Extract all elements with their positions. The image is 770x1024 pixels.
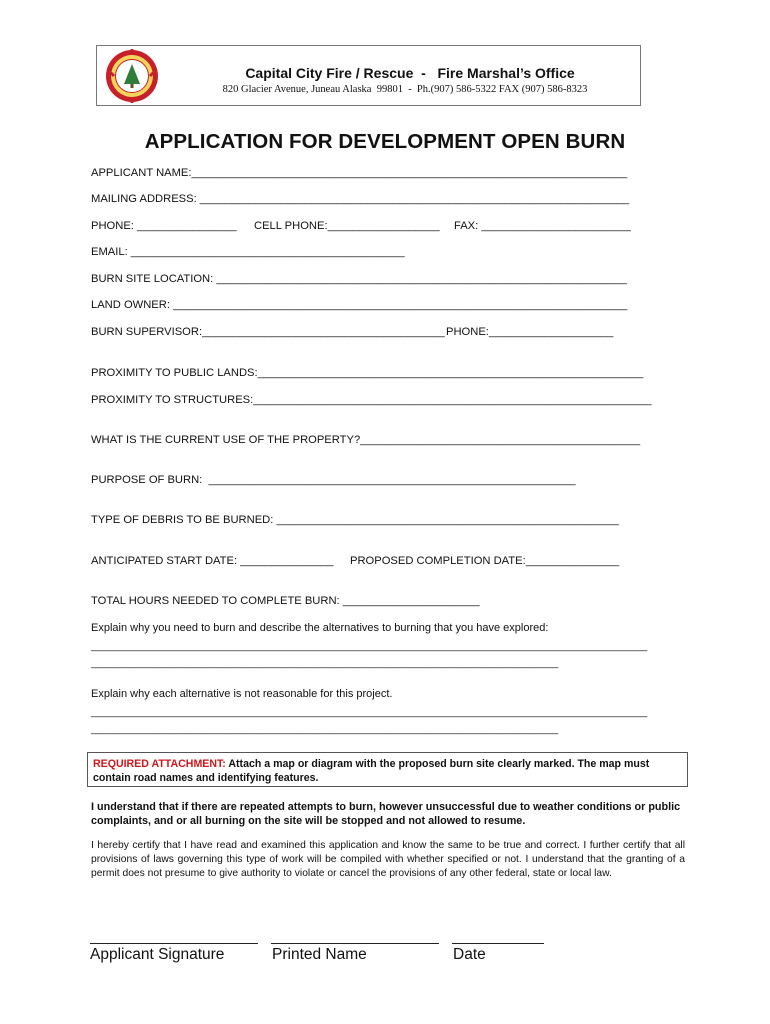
applicant-name-field[interactable]: APPLICANT NAME:______________________________________________________________________ [91,167,628,179]
burn-stop-acknowledgement: I understand that if there are repeated attempts to burn, however unsuccessful due to weather conditions or public complaints, and or all burning on the site will be stopped and not allowed to resume. [91,801,681,827]
printed-name-label: Printed Name [272,946,367,963]
required-attachment-label: REQUIRED ATTACHMENT: [93,758,226,770]
fire-department-seal-icon [104,48,160,104]
date-line[interactable] [452,943,544,944]
alternatives-answer-line[interactable]: ____________________________________________________________________________________ [91,658,559,669]
organization-name: Capital City Fire / Rescue - Fire Marshal’s Office [245,65,575,81]
phone-field[interactable]: PHONE: ________________ [91,220,237,232]
not-reasonable-answer-line[interactable]: ____________________________________________________________________________________ [91,724,559,735]
certification-statement: I hereby certify that I have read and examined this application and know the same to be true and correct. I further certify that all provisions of laws governing this type of work will be compiled with whether specified or not. I understand that the granting of a permit does not presume to give authority to violate or cancel the provisions of any other federal, state or local law. [91,840,685,879]
total-hours-field[interactable]: TOTAL HOURS NEEDED TO COMPLETE BURN: ______________________ [91,595,480,607]
applicant-signature-label: Applicant Signature [90,946,225,963]
supervisor-phone-field[interactable]: PHONE:____________________ [446,326,614,338]
mailing-address-field[interactable]: MAILING ADDRESS: _____________________________________________________________________ [91,193,630,205]
proximity-public-lands-field[interactable]: PROXIMITY TO PUBLIC LANDS:______________________________________________________________ [91,367,644,379]
organization-address: 820 Glacier Avenue, Juneau Alaska 99801 - Ph.(907) 586-5322 FAX (907) 586-8323 [222,84,588,95]
printed-name-line[interactable] [271,943,439,944]
burn-site-location-field[interactable]: BURN SITE LOCATION: __________________________________________________________________ [91,273,628,285]
cell-phone-field[interactable]: CELL PHONE:__________________ [254,220,440,232]
land-owner-field[interactable]: LAND OWNER: _________________________________________________________________________ [91,299,628,311]
required-attachment-text: Attach a map or diagram with the proposed burn site clearly marked. The map must contain road names and identifying features. [93,758,650,784]
burn-supervisor-field[interactable]: BURN SUPERVISOR:_______________________________________ [91,326,445,338]
fax-field[interactable]: FAX: ________________________ [454,220,631,232]
email-field[interactable]: EMAIL: ____________________________________________ [91,246,405,258]
required-attachment-notice [93,757,678,785]
form-title: APPLICATION FOR DEVELOPMENT OPEN BURN [144,130,626,153]
completion-date-field[interactable]: PROPOSED COMPLETION DATE:_______________ [350,555,620,567]
proximity-structures-field[interactable]: PROXIMITY TO STRUCTURES:________________________________________________________________ [91,394,652,406]
alternatives-answer-line[interactable]: ____________________________________________________________________________________________________ [91,641,648,652]
type-of-debris-field[interactable]: TYPE OF DEBRIS TO BE BURNED: _______________________________________________________ [91,514,619,526]
alternatives-prompt: Explain why you need to burn and describe the alternatives to burning that you have explored: [91,622,549,634]
not-reasonable-prompt: Explain why each alternative is not reasonable for this project. [91,688,393,700]
not-reasonable-answer-line[interactable]: ____________________________________________________________________________________________________ [91,707,648,718]
purpose-of-burn-field[interactable]: PURPOSE OF BURN: ___________________________________________________________ [91,474,576,486]
applicant-signature-line[interactable] [90,943,258,944]
start-date-field[interactable]: ANTICIPATED START DATE: _______________ [91,555,334,567]
date-label: Date [453,946,486,963]
current-use-field[interactable]: WHAT IS THE CURRENT USE OF THE PROPERTY?_____________________________________________ [91,434,641,446]
